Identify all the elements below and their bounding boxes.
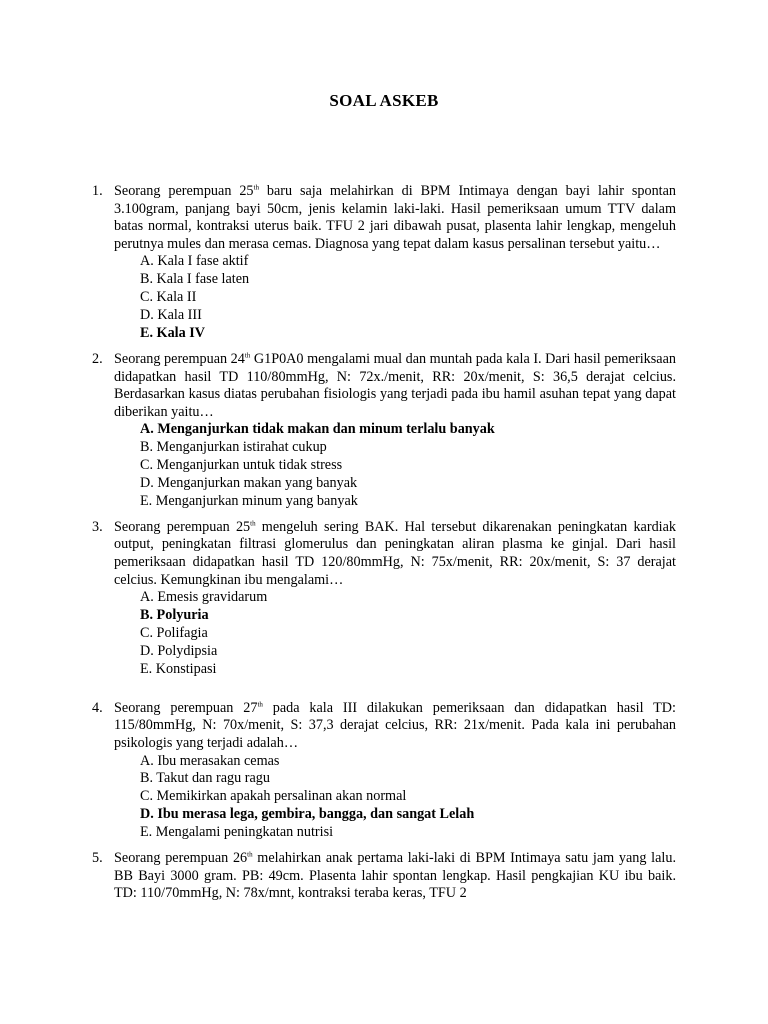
answer-option: D. Kala III — [140, 307, 202, 324]
question-text: Seorang perempuan 24th G1P0A0 mengalami mual dan muntah pada kala I. Dari hasil pemeriksaan didapatkan hasil TD 110/80mmHg, N: 72x./menit, RR: 20x/menit, S: 36,5 derajat celcius. Berdasarkan kasus diatas perubahan fisiologis yang terjadi pada ibu hamil asuhan tepat yang dapat diberikan yaitu… — [114, 350, 676, 420]
ordinal-superscript: th — [247, 850, 253, 859]
answer-option: B. Takut dan ragu ragu — [140, 770, 270, 787]
answer-option: A. Kala I fase aktif — [140, 253, 249, 270]
question-list — [92, 183, 676, 903]
answer-option: C. Polifagia — [140, 625, 208, 641]
question-number: 1. — [92, 183, 103, 199]
ordinal-superscript: th — [244, 351, 251, 360]
question-text: Seorang perempuan 25th baru saja melahirkan di BPM Intimaya dengan bayi lahir spontan 3.100gram, panjang bayi 50cm, jenis kelamin laki-laki. Hasil pemeriksaan umum TTV dalam batas normal, kontraksi uterus baik. TFU 2 jari dibawah pusat, plasenta lahir lengkap, mengeluh perutnya mules dan merasa cemas. Diagnosa yang tepat dalam kasus persalinan tersebut yaitu… — [114, 183, 676, 252]
question-number: 5. — [92, 850, 103, 867]
answer-option-correct: E. Kala IV — [140, 325, 206, 341]
ordinal-superscript: th — [253, 183, 259, 192]
answer-option: D. Menganjurkan makan yang banyak — [140, 475, 358, 491]
answer-option: A. Emesis gravidarum — [140, 589, 268, 606]
answer-option: B. Menganjurkan istirahat cukup — [140, 439, 327, 456]
question-item — [92, 183, 676, 343]
answer-option-correct: B. Polyuria — [140, 607, 209, 624]
answer-option: D. Polydipsia — [140, 642, 218, 659]
question-item — [92, 519, 676, 679]
answer-options — [140, 421, 676, 511]
answer-options — [140, 589, 676, 679]
answer-options — [140, 253, 676, 343]
ordinal-superscript: th — [257, 699, 263, 708]
answer-option: C. Memikirkan apakah persalinan akan normal — [140, 788, 407, 805]
answer-option: E. Menganjurkan minum yang banyak — [140, 492, 358, 509]
answer-option: B. Kala I fase laten — [140, 271, 250, 288]
answer-option-correct: D. Ibu merasa lega, gembira, bangga, dan sangat Lelah — [140, 806, 475, 823]
answer-options — [140, 753, 676, 843]
answer-option: E. Konstipasi — [140, 660, 217, 677]
question-number: 2. — [92, 350, 103, 367]
question-item — [92, 351, 676, 511]
answer-option-correct: A. Menganjurkan tidak makan dan minum terlalu banyak — [140, 421, 495, 438]
question-item — [92, 850, 676, 903]
question-text: Seorang perempuan 26th melahirkan anak pertama laki-laki di BPM Intimaya satu jam yang lalu. BB Bayi 3000 gram. PB: 49cm. Plasenta lahir spontan lengkap. Hasil pengkajian KU ibu baik. TD: 110/70mmHg, N: 78x/mnt, kontraksi teraba keras, TFU 2 — [114, 850, 676, 902]
question-text: Seorang perempuan 25th mengeluh sering BAK. Hal tersebut dikarenakan peningkatan kardiak output, peningkatan filtrasi glomerulus dan peningkatan aliran plasma ke ginjal. Dari hasil pemeriksaan didapatkan hasil TD 120/80mmHg, N: 75x/menit, RR: 20x/menit, S: 37 derajat celcius. Kemungkinan ibu mengalami… — [114, 518, 676, 588]
page-title: SOAL ASKEB — [329, 91, 439, 110]
answer-option: A. Ibu merasakan cemas — [140, 752, 280, 769]
question-item — [92, 700, 676, 842]
answer-option: C. Menganjurkan untuk tidak stress — [140, 457, 343, 474]
ordinal-superscript: th — [250, 519, 256, 528]
question-number: 4. — [92, 699, 103, 716]
answer-option: C. Kala II — [140, 289, 197, 306]
question-number: 3. — [92, 518, 103, 535]
question-text: Seorang perempuan 27th pada kala III dilakukan pemeriksaan dan didapatkan hasil TD: 115/80mmHg, N: 70x/menit, S: 37,3 derajat celcius, RR: 21x/menit. Pada kala ini perubahan psikologis yang terjadi adalah… — [114, 699, 676, 751]
answer-option: E. Mengalami peningkatan nutrisi — [140, 824, 334, 841]
